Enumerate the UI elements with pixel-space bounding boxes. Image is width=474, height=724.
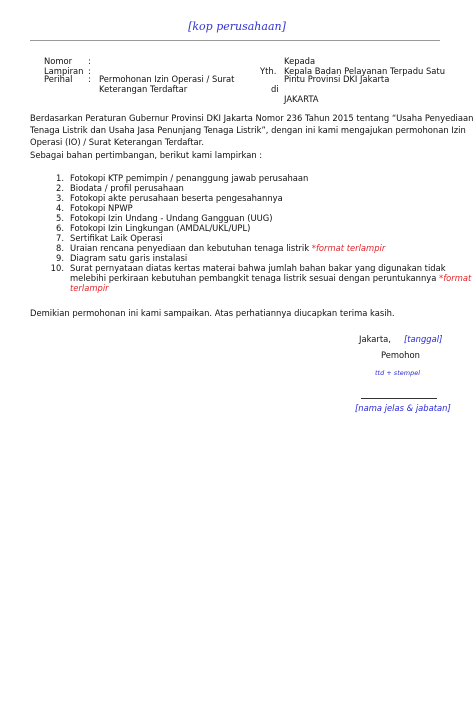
di-label: di [271,84,279,94]
list-text: Fotokopi NPWP [70,203,133,213]
list-item [30,233,471,243]
list-text: Fotokopi KTP pemimpin / penanggung jawab perusahaan [70,173,309,183]
list-number: 10. [50,263,64,273]
recipient-line-1: Kepala Badan Pelayanan Terpadu Satu [284,66,446,76]
perihal-label: Perihal [44,74,73,84]
list-text: Diagram satu garis instalasi [70,253,188,263]
yth-label: Yth. [260,66,277,76]
list-number: 3. [56,193,64,203]
list-number: 7. [56,233,64,243]
list-number: 1. [56,173,64,183]
list-number: 5. [56,213,64,223]
list-text: Uraian rencana penyediaan dan kebutuhan tenaga listrik [70,243,312,253]
ttd-stempel: ttd + stempel [375,369,420,377]
signature-line [361,398,437,399]
recipient-city: JAKARTA [284,94,319,104]
intro-line-2: Tenaga Listrik dan Usaha Jasa Penunjang Tenaga Listrik”, dengan ini kami mengajukan permohonan Izin [30,125,466,135]
list-item [30,173,471,183]
attachment-list [30,173,471,293]
format-note: *format [439,273,472,283]
signatory-name: [nama jelas & jabatan] [355,403,451,413]
list-text: Fotokopi Izin Undang - Undang Gangguan (UUG) [70,213,273,223]
lampiran-label: Lampiran [44,66,84,76]
list-number: 4. [56,203,64,213]
perihal-line-2: Keterangan Terdaftar [99,84,188,94]
list-item [30,183,471,193]
header-divider [30,40,440,41]
lampiran-colon: : [88,66,91,76]
intro-line-4: Sebagai bahan pertimbangan, berikut kami lampirkan : [30,150,263,160]
list-text-cont: melebihi perkiraan kebutuhan pembangkit tenaga listrik sesuai dengan peruntukannya [70,273,440,283]
nomor-label: Nomor [44,56,73,66]
list-text: Fotokopi akte perusahaan beserta pengesahannya [70,193,283,203]
pemohon-label: Pemohon [381,350,420,360]
recipient-line-2: Pintu Provinsi DKI Jakarta [284,74,390,84]
list-item [30,193,471,203]
list-number: 8. [56,243,64,253]
signature-date: [tanggal] [404,334,443,344]
list-number: 9. [56,253,64,263]
list-text: Biodata / profil perusahaan [70,183,184,193]
intro-line-1: Berdasarkan Peraturan Gubernur Provinsi DKI Jakarta Nomor 236 Tahun 2015 tentang “Usaha Penyediaan [30,113,474,123]
list-number: 2. [56,183,64,193]
list-item [30,263,471,293]
list-text: Sertifikat Laik Operasi [70,233,163,243]
list-text: Surat pernyataan diatas kertas materai bahwa jumlah bahan bakar yang digunakan tidak [70,263,446,273]
closing-text: Demikian permohonan ini kami sampaikan. Atas perhatiannya diucapkan terima kasih. [30,308,395,318]
list-item [30,243,471,253]
list-item [30,203,471,213]
list-item [30,213,471,223]
signature-city: Jakarta, [359,334,391,344]
kepada-label: Kepada [284,56,316,66]
perihal-line-1: Permohonan Izin Operasi / Surat [99,74,235,84]
list-item [30,223,471,233]
list-item [30,253,471,263]
intro-line-3: Operasi (IO) / Surat Keterangan Terdaftar. [30,137,204,147]
list-number: 6. [56,223,64,233]
kop-perusahaan: [kop perusahaan] [188,20,286,33]
nomor-colon: : [88,56,91,66]
perihal-colon: : [88,74,91,84]
format-note: *format terlampir [311,243,386,253]
list-text: Fotokopi Izin Lingkungan (AMDAL/UKL/UPL) [70,223,251,233]
format-note-cont: terlampir [70,283,109,293]
